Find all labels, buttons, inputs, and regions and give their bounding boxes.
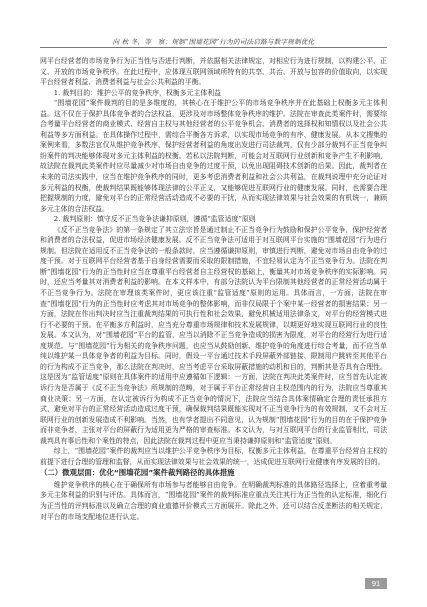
header-divider	[40, 47, 387, 48]
body-paragraph: 维护竞争秩序的核心在于确保所有市场参与者能够自由竞争。在明确裁判标准的具体路径选择上，应着重考量多元主体利益的识别与评估。具体而言，“围墙花园”案件的裁判标准应重点关注其行为正当性的认定标准，细化行为正当性的评判标准以及确立合理的商业道德评价模式三方面展开。除此之外，还可以结合反垄断法的相关规定，对平台的市场支配地位进行认定。	[40, 480, 387, 521]
body-paragraph: 综上，“围墙花园”案件的裁判应当以维护公平竞争秩序为目标，权衡多元主体利益，在尊重平台经营自主权的前提下进行合理的管理和监督，从而实现法律效果与社会效果的统一，达成促进互联网行业健康有序发展的目的。	[40, 447, 387, 466]
subsection-heading: 1. 裁判目的：维护公平的竞争秩序，权衡多元主体利益	[53, 88, 222, 97]
subsection-heading: 2. 裁判原则：慎守反不正当竞争法谦抑原则，遵循“监管适度”原则	[53, 215, 256, 224]
article-body	[40, 56, 387, 567]
body-paragraph: “围墙花园”案件裁判的目的是多维度的，其核心在于维护公平的市场竞争秩序并在此基础上权衡多元主体利益。这不仅在于保护具体竞争者的合法权益，更涉及对市场整体竞争秩序的维护。法院在审查此类案件时，需要综合考量平台经营者的商业模式、经营自主权与其他经营者的公平竞争机会、消费者的选择权和知情权以及社会公共利益等多方面利益。在具体操作过程中，需综合平衡各方诉求，以实现市场竞争的有序、健康发展。从本文搜集的案例来看，多数法官仅从维护竞争秩序、保护经营者利益的角度出发进行司法裁判，仅有少部分裁判不正当竞争纠纷案件的判决能够体现对多元主体利益的权衡。若私以法院判断，可能会对互联网行业创新和竞争产生不利影响，故法院在裁判此类案件时应尽量减少对市场自由竞争的过度干预，以免出现阻碍技术创新的后果。因此，裁判者在未来的司法实践中，应当在维护竞争秩序的同时，更多考虑消费者利益和社会公共利益，在裁判说理中充分论证对多元利益的权衡，使裁判结果既能够体现法律的公平正义，又能够促进互联网行业的健康发展。同时，也需要合理把握规制的力度，避免对平台的正常经营活动造成不必要的干扰，从而实现法律效果与社会效果的有机统一，兼顾多元主体的合法权益。	[40, 99, 387, 213]
page-number: 91	[365, 578, 387, 589]
body-paragraph: 网平台经营者的市场竞争行为正当性与否进行判断，并依据相关法律规定，对相应行为进行规制，以构建公平、正义、开放的市场竞争秩序。在此过程中，应体现互联网领域所特有的共享、共治、开放与包容的价值取向，以实现平台经营者利益、消费者利益与社会公共利益的平衡。	[40, 57, 387, 87]
running-header: 向 秋 冬，等 察：规制“围墙花园”行为的司法启路与数字规制优化	[112, 38, 315, 46]
body-paragraph: 《反不正当竞争法》的第一条规定了其立法宗旨是通过制止不正当竞争行为鼓励和保护公平竞争，保护经营者和消费者的合法权益，促进市场经济健康发展。反不正当竞争法可适用于对互联网平台实施的“围墙花园”行为进行规制。但法院在适用反不正当竞争法的一般条款时，应当遵循谦抑原则，审慎进行判断，避免对市场自由竞争的过度干预。对于互联网平台经营者基于自身经营需要而采取的限制措施，不宜轻易认定为不正当竞争行为。法院在判断“围墙花园”行为的正当性时应当在尊重平台经营者自主经营权的基础上，衡量其对市场竞争秩序的实际影响。同时，还应当考量其对消费者利益的影响。在本文样本中，有部分法院认为平台限制其他经营者的正常经营活动属于不正当竞争行为。法院在审理该类案件时，更应该注重“监管适度”原则的运用。具体而言，一方面，法院在审查“围墙花园”行为的正当性时应考虑其对市场竞争的整体影响，而非仅局限于个案中某一经营者的损害结果；另一方面，法院在作出判决时应当注重裁判结果的可执行性和社会效果，避免机械适用法律条文，对平台的经营模式进行不必要的干预。在平衡多方利益时，应当充分尊重市场规律和技术发展规律，以期更好地实现互联网行业的良性发展。本文认为，对“围墙花园”平台的监管，应当以消除不正当竞争造成的损害为限度，对平台的经营行为进行适度规范。与“围墙花园”行为相关的竞争秩序问题，也应当从鼓励创新、维护竞争的角度进行综合考量，而不应当单纯以维护某一具体竞争者的利益为目标。同时，假设一平台通过技术手段屏蔽外部链接、限制用户跳转至其他平台的行为构成不正当竞争，那么法院在判决时，应当考虑平台采取屏蔽措施的动机和目的，判断其是否具有合理性。这是因为“监管适度”原则在具体案件的适用中应遵循如下逻辑：一方面，法院在判决此类案件时，应当首先认定被诉行为是否属于《反不正当竞争法》所规制的范畴，对于属于平台正常经营自主权范围内的行为，法院应当尊重其商业决策；另一方面，在认定被诉行为构成不正当竞争的情况下，法院应当结合具体案情确定合理的责任承担方式，避免对平台的正常经营活动造成过度干预，确保裁判结果既能实现对不正当竞争行为的有效规制，又不会对互联网行业的创新发展造成不利影响。当然，也有学者提出不同意见，认为规制“围墙花园”行为的目的在于保护竞争而非竞争者，主张对平台的屏蔽行为适用更为严格的审查标准。本文认为，与对互联网平台的行业监管相比，司法裁判具有事后性和个案性的特点，因此法院在裁判过程中更应当秉持谦抑原则和“监管适度”原则。	[40, 225, 387, 445]
section-heading: （二）微观层面：优化“围墙花园”案件裁判路径的具体措施	[40, 468, 235, 478]
